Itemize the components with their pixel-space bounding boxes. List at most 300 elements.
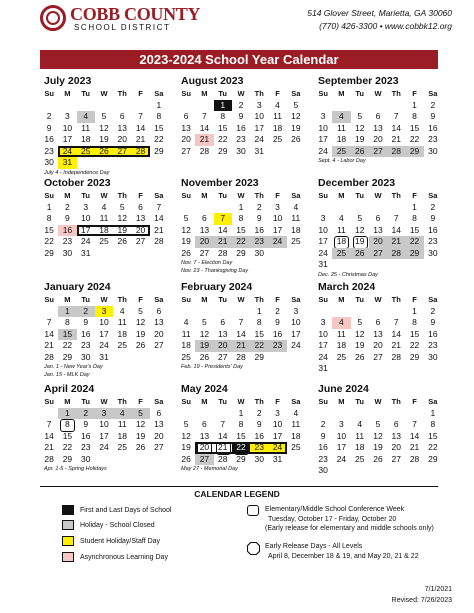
day-cell bbox=[268, 248, 286, 260]
month-name: April 2024 bbox=[44, 383, 95, 395]
day-cell: 31 bbox=[80, 247, 91, 258]
address-line-1: 514 Glover Street, Marietta, GA 30060 bbox=[307, 8, 452, 18]
day-cell: 21 bbox=[214, 236, 232, 248]
weekday-header: F bbox=[412, 397, 417, 406]
day-cell: 8 bbox=[238, 419, 244, 429]
day-cell: 21 bbox=[232, 340, 250, 352]
day-cell bbox=[131, 157, 149, 169]
day-cell: 13 bbox=[181, 122, 191, 133]
weekday-header: Th bbox=[391, 397, 401, 406]
holiday-note: Nov. 7 - Election Day bbox=[181, 260, 233, 266]
day-cell: 19 bbox=[351, 236, 369, 248]
day-cell bbox=[131, 248, 149, 260]
day-cell: 19 bbox=[195, 340, 213, 352]
day-cell: 23 bbox=[428, 236, 438, 246]
day-cell: 11 bbox=[81, 122, 91, 133]
day-cell: 6 bbox=[183, 111, 189, 121]
day-cell: 24 bbox=[99, 340, 109, 350]
day-cell: 12 bbox=[181, 430, 191, 441]
day-cell: 3 bbox=[95, 306, 113, 318]
day-cell bbox=[195, 408, 213, 420]
conference-week-icon bbox=[247, 505, 259, 516]
day-cell: 24 bbox=[291, 340, 301, 350]
day-cell: 28 bbox=[154, 236, 164, 246]
day-cell bbox=[387, 100, 405, 112]
day-cell bbox=[214, 202, 232, 214]
day-cell: 12 bbox=[291, 111, 301, 121]
day-cell bbox=[387, 259, 405, 271]
day-cell: 21 bbox=[387, 236, 405, 248]
day-cell: 5 bbox=[357, 317, 363, 327]
day-cell: 16 bbox=[254, 224, 264, 235]
day-cell: 31 bbox=[58, 157, 76, 169]
day-cell: 5 bbox=[119, 201, 125, 212]
day-cell: 18 bbox=[272, 122, 283, 133]
day-cell: 6 bbox=[119, 111, 125, 121]
weekday-header: Th bbox=[117, 295, 127, 304]
day-cell bbox=[314, 202, 332, 214]
day-cell: 25 bbox=[332, 146, 350, 158]
early-release-dates: April 8, December 18 & 19, and May 20, 21 & 22 bbox=[268, 553, 419, 560]
legend-label: Asynchronous Learning Day bbox=[80, 553, 168, 561]
day-cell bbox=[332, 408, 350, 420]
conference-note: (Early release for elementary and middle schools only) bbox=[265, 525, 434, 532]
day-cell: 17 bbox=[254, 122, 264, 133]
month-name: July 2023 bbox=[44, 75, 92, 87]
day-cell bbox=[387, 202, 405, 214]
weekday-header: M bbox=[201, 191, 208, 200]
day-cell: 15 bbox=[217, 122, 228, 133]
day-cell: 19 bbox=[354, 340, 365, 350]
day-cell: 25 bbox=[117, 442, 127, 452]
day-cell: 15 bbox=[409, 328, 420, 339]
day-cell: 1 bbox=[256, 305, 262, 316]
day-cell: 28 bbox=[236, 351, 246, 362]
day-cell: 12 bbox=[181, 224, 191, 235]
day-cell: 1 bbox=[430, 407, 436, 418]
day-cell bbox=[287, 454, 305, 466]
day-cell: 22 bbox=[44, 236, 54, 246]
month-name: December 2023 bbox=[318, 177, 396, 189]
day-cell bbox=[113, 157, 131, 169]
month-name: February 2024 bbox=[181, 281, 253, 293]
day-cell: 20 bbox=[135, 224, 146, 235]
day-cell: 16 bbox=[58, 225, 76, 237]
day-cell: 19 bbox=[181, 236, 191, 246]
day-cell: 22 bbox=[250, 340, 268, 352]
day-cell: 21 bbox=[409, 442, 420, 452]
day-cell bbox=[351, 202, 369, 214]
day-cell: 11 bbox=[291, 213, 301, 223]
month-days bbox=[40, 294, 168, 363]
weekday-header: Su bbox=[181, 191, 191, 200]
day-cell: 10 bbox=[272, 419, 283, 429]
day-cell: 22 bbox=[154, 134, 164, 144]
day-cell: 19 bbox=[354, 134, 365, 144]
day-cell: 12 bbox=[354, 224, 365, 235]
day-cell bbox=[287, 146, 305, 158]
day-cell: 29 bbox=[62, 351, 73, 362]
weekday-header: Tu bbox=[355, 89, 364, 98]
weekday-header: W bbox=[237, 295, 245, 304]
day-cell: 14 bbox=[391, 328, 401, 339]
month-name: May 2024 bbox=[181, 383, 228, 395]
day-cell bbox=[369, 202, 387, 214]
day-cell: 21 bbox=[214, 442, 232, 454]
weekday-header: M bbox=[338, 295, 345, 304]
day-cell: 18 bbox=[181, 340, 191, 350]
day-cell: 29 bbox=[254, 351, 264, 362]
day-cell: 12 bbox=[354, 328, 365, 339]
day-cell: 9 bbox=[46, 122, 52, 133]
day-cell: 10 bbox=[99, 317, 109, 327]
early-release-title: Early Release Days - All Levels bbox=[265, 543, 363, 550]
weekday-header: Sa bbox=[291, 191, 301, 200]
student-holiday-swatch bbox=[62, 536, 74, 546]
day-cell: 22 bbox=[232, 236, 250, 248]
day-cell: 4 bbox=[357, 419, 363, 429]
legend-item-student-holiday bbox=[62, 536, 160, 546]
day-cell: 18 bbox=[99, 224, 109, 235]
day-cell: 25 bbox=[181, 351, 191, 362]
day-cell: 30 bbox=[428, 145, 438, 156]
holiday-note: Jan. 15 - MLK Day bbox=[44, 372, 90, 378]
day-cell: 10 bbox=[318, 224, 328, 235]
day-cell: 14 bbox=[217, 430, 228, 441]
brand-name: COBB COUNTY bbox=[70, 4, 201, 24]
day-cell: 26 bbox=[181, 453, 191, 464]
day-cell: 22 bbox=[409, 134, 420, 144]
day-cell: 15 bbox=[254, 328, 264, 339]
month-9 bbox=[40, 382, 168, 473]
day-cell: 6 bbox=[220, 317, 226, 327]
day-cell: 29 bbox=[154, 145, 164, 156]
day-cell bbox=[332, 306, 350, 318]
day-cell: 14 bbox=[44, 430, 54, 441]
legend-item-holiday bbox=[62, 520, 155, 530]
day-cell bbox=[332, 363, 350, 375]
day-cell: 26 bbox=[135, 442, 146, 452]
month-days bbox=[314, 294, 442, 375]
day-cell: 21 bbox=[154, 224, 164, 235]
day-cell: 4 bbox=[119, 305, 125, 316]
day-cell: 5 bbox=[131, 408, 149, 420]
day-cell: 17 bbox=[272, 224, 283, 235]
day-cell bbox=[177, 408, 195, 420]
day-cell: 15 bbox=[236, 224, 246, 235]
revised-date: Revised: 7/26/2023 bbox=[391, 597, 452, 604]
day-cell: 20 bbox=[195, 236, 213, 248]
day-cell: 1 bbox=[412, 99, 417, 110]
day-cell: 21 bbox=[391, 340, 401, 350]
weekday-header: Th bbox=[254, 397, 264, 406]
day-cell: 29 bbox=[405, 146, 423, 158]
day-cell: 31 bbox=[99, 351, 109, 362]
day-cell: 1 bbox=[46, 201, 52, 212]
day-cell: 11 bbox=[337, 224, 346, 235]
weekday-header: M bbox=[338, 89, 345, 98]
weekday-header: Tu bbox=[81, 397, 90, 406]
day-cell: 9 bbox=[256, 213, 262, 223]
day-cell: 23 bbox=[428, 134, 438, 144]
day-cell: 14 bbox=[135, 122, 146, 133]
day-cell: 25 bbox=[291, 442, 301, 452]
day-cell: 19 bbox=[117, 224, 127, 235]
weekday-header: Tu bbox=[81, 295, 90, 304]
day-cell: 19 bbox=[135, 430, 146, 441]
day-cell: 30 bbox=[80, 351, 91, 362]
day-cell: 8 bbox=[256, 317, 262, 327]
day-cell: 17 bbox=[62, 134, 73, 144]
day-cell: 21 bbox=[44, 442, 54, 452]
day-cell: 4 bbox=[293, 407, 299, 418]
day-cell: 29 bbox=[217, 145, 228, 156]
day-cell: 16 bbox=[80, 430, 91, 441]
day-cell: 31 bbox=[318, 363, 328, 373]
day-cell: 4 bbox=[293, 201, 299, 212]
day-cell: 27 bbox=[373, 351, 383, 362]
legend-label: First and Last Days of School bbox=[80, 506, 172, 514]
day-cell: 26 bbox=[351, 248, 369, 260]
weekday-header: W bbox=[237, 89, 245, 98]
day-cell: 28 bbox=[409, 453, 420, 464]
day-cell: 25 bbox=[332, 248, 350, 260]
day-cell: 12 bbox=[99, 122, 109, 133]
day-cell: 23 bbox=[236, 134, 246, 144]
day-cell: 11 bbox=[355, 430, 365, 441]
day-cell: 23 bbox=[80, 340, 91, 350]
month-days bbox=[314, 88, 442, 157]
day-cell: 18 bbox=[336, 340, 347, 350]
day-cell: 4 bbox=[183, 317, 189, 327]
conference-title: Elementary/Middle School Conference Week bbox=[265, 506, 405, 513]
weekday-header: Su bbox=[44, 191, 54, 200]
day-cell: 7 bbox=[46, 419, 52, 429]
day-cell: 30 bbox=[44, 157, 54, 167]
day-cell: 26 bbox=[199, 351, 210, 362]
day-cell bbox=[405, 259, 423, 271]
day-cell: 3 bbox=[293, 305, 299, 316]
day-cell: 11 bbox=[291, 419, 301, 429]
day-cell: 2 bbox=[430, 305, 436, 316]
day-cell: 27 bbox=[154, 442, 164, 452]
day-cell: 31 bbox=[318, 259, 328, 269]
holiday-note: Feb. 19 - Presidents' Day bbox=[181, 364, 243, 370]
day-cell: 24 bbox=[268, 442, 286, 454]
day-cell: 14 bbox=[154, 213, 164, 223]
weekday-header: Tu bbox=[355, 191, 364, 200]
day-cell: 16 bbox=[428, 224, 438, 235]
day-cell: 6 bbox=[202, 419, 207, 429]
day-cell: 27 bbox=[369, 248, 387, 260]
day-cell: 16 bbox=[428, 122, 438, 133]
day-cell: 2 bbox=[65, 201, 70, 212]
day-cell: 23 bbox=[268, 340, 286, 352]
day-cell: 17 bbox=[272, 430, 283, 441]
day-cell: 27 bbox=[217, 351, 228, 362]
holiday-note: July 4 - Independence Day bbox=[44, 169, 110, 176]
day-cell: 29 bbox=[62, 453, 73, 464]
day-cell: 5 bbox=[375, 419, 381, 429]
octagon-icon bbox=[247, 542, 260, 555]
month-days bbox=[314, 396, 442, 477]
day-cell: 21 bbox=[391, 134, 401, 144]
day-cell: 1 bbox=[412, 305, 417, 316]
month-name: November 2023 bbox=[181, 177, 259, 189]
day-cell bbox=[314, 306, 332, 318]
day-cell: 9 bbox=[320, 430, 326, 441]
month-8 bbox=[314, 280, 442, 375]
day-cell: 15 bbox=[409, 122, 420, 133]
day-cell: 30 bbox=[62, 247, 73, 258]
day-cell bbox=[268, 146, 286, 158]
month-name: August 2023 bbox=[181, 75, 244, 87]
day-cell: 8 bbox=[412, 111, 417, 121]
month-days bbox=[177, 396, 305, 465]
day-cell: 9 bbox=[430, 111, 436, 121]
first-last-swatch bbox=[62, 505, 74, 515]
day-cell: 17 bbox=[318, 134, 328, 144]
day-cell: 7 bbox=[393, 317, 399, 327]
day-cell: 24 bbox=[318, 247, 328, 258]
weekday-header: Tu bbox=[218, 191, 227, 200]
day-cell: 20 bbox=[391, 442, 401, 452]
day-cell: 12 bbox=[199, 328, 210, 339]
weekday-header: F bbox=[275, 295, 280, 304]
month-4 bbox=[177, 176, 305, 275]
weekday-header: Sa bbox=[154, 295, 164, 304]
day-cell bbox=[351, 306, 369, 318]
day-cell bbox=[387, 408, 405, 420]
weekday-header: Su bbox=[181, 397, 191, 406]
day-cell: 27 bbox=[181, 145, 191, 156]
weekday-header: Sa bbox=[428, 397, 438, 406]
day-cell: 3 bbox=[256, 99, 262, 110]
day-cell bbox=[40, 100, 58, 112]
weekday-header: Su bbox=[44, 89, 54, 98]
weekday-header: W bbox=[237, 397, 245, 406]
day-cell: 9 bbox=[430, 317, 436, 327]
day-cell bbox=[387, 465, 405, 477]
day-cell: 20 bbox=[373, 340, 383, 350]
day-cell: 13 bbox=[199, 224, 210, 235]
holiday-note: May 27 - Memorial Day bbox=[181, 466, 238, 472]
day-cell bbox=[214, 408, 232, 420]
day-cell: 5 bbox=[357, 213, 363, 223]
month-days bbox=[40, 88, 168, 169]
day-cell: 18 bbox=[117, 430, 127, 441]
day-cell: 22 bbox=[62, 442, 73, 452]
weekday-header: Tu bbox=[81, 89, 90, 98]
day-cell: 12 bbox=[354, 122, 365, 133]
day-cell: 10 bbox=[336, 430, 347, 441]
day-cell: 11 bbox=[337, 328, 346, 339]
weekday-header: Su bbox=[181, 89, 191, 98]
weekday-header: Th bbox=[254, 295, 264, 304]
day-cell: 4 bbox=[332, 317, 350, 329]
day-cell: 20 bbox=[373, 134, 383, 144]
day-cell: 22 bbox=[405, 236, 423, 248]
day-cell: 7 bbox=[156, 201, 162, 212]
month-6 bbox=[40, 280, 168, 379]
month-2 bbox=[314, 74, 442, 165]
day-cell: 9 bbox=[275, 317, 280, 327]
day-cell: 14 bbox=[199, 122, 210, 133]
day-cell: 20 bbox=[154, 430, 164, 441]
day-cell: 16 bbox=[236, 122, 246, 133]
weekday-header: M bbox=[338, 397, 345, 406]
day-cell bbox=[150, 248, 168, 260]
day-cell bbox=[369, 259, 387, 271]
day-cell: 6 bbox=[156, 407, 162, 418]
day-cell: 6 bbox=[156, 305, 162, 316]
month-0 bbox=[40, 74, 168, 177]
day-cell: 19 bbox=[99, 134, 109, 144]
day-cell: 8 bbox=[412, 317, 417, 327]
day-cell: 5 bbox=[293, 99, 299, 110]
day-cell: 30 bbox=[236, 145, 246, 156]
day-cell bbox=[40, 306, 58, 318]
legend-item-async bbox=[62, 552, 168, 562]
day-cell: 7 bbox=[214, 213, 232, 225]
day-cell bbox=[351, 408, 369, 420]
day-cell: 2 bbox=[256, 407, 262, 418]
day-cell: 5 bbox=[183, 213, 189, 223]
day-cell: 28 bbox=[199, 145, 210, 156]
day-cell bbox=[369, 408, 387, 420]
day-cell: 30 bbox=[254, 453, 264, 464]
weekday-header: W bbox=[374, 295, 382, 304]
weekday-header: M bbox=[201, 295, 208, 304]
day-cell: 22 bbox=[62, 340, 73, 350]
day-cell: 26 bbox=[351, 146, 369, 158]
day-cell: 29 bbox=[44, 247, 54, 258]
day-cell: 18 bbox=[332, 236, 350, 248]
day-cell bbox=[314, 100, 332, 112]
holiday-note: Apr. 1-5 - Spring Holidays bbox=[44, 466, 107, 472]
day-cell bbox=[332, 100, 350, 112]
day-cell: 3 bbox=[339, 419, 344, 429]
day-cell: 25 bbox=[291, 236, 301, 246]
day-cell: 9 bbox=[83, 419, 89, 429]
day-cell: 13 bbox=[154, 317, 164, 327]
day-cell: 8 bbox=[46, 213, 52, 223]
day-cell: 29 bbox=[428, 453, 438, 464]
day-cell: 13 bbox=[199, 430, 210, 441]
weekday-header: F bbox=[275, 397, 280, 406]
day-cell bbox=[177, 202, 195, 214]
month-days bbox=[177, 88, 305, 157]
day-cell: 17 bbox=[318, 340, 328, 350]
day-cell: 10 bbox=[318, 328, 328, 339]
day-cell: 24 bbox=[318, 145, 328, 156]
day-cell bbox=[287, 352, 305, 364]
day-cell: 29 bbox=[236, 453, 246, 464]
day-cell: 19 bbox=[181, 442, 191, 452]
month-name: September 2023 bbox=[318, 75, 399, 87]
day-cell bbox=[232, 306, 250, 318]
day-cell: 2 bbox=[320, 419, 326, 429]
day-cell: 6 bbox=[375, 213, 381, 223]
day-cell bbox=[351, 465, 369, 477]
day-cell: 22 bbox=[217, 134, 228, 144]
day-cell bbox=[351, 100, 369, 112]
day-cell: 2 bbox=[275, 305, 280, 316]
month-3 bbox=[40, 176, 168, 259]
day-cell: 15 bbox=[44, 224, 54, 235]
day-cell: 4 bbox=[339, 213, 344, 223]
day-cell: 26 bbox=[95, 146, 113, 158]
